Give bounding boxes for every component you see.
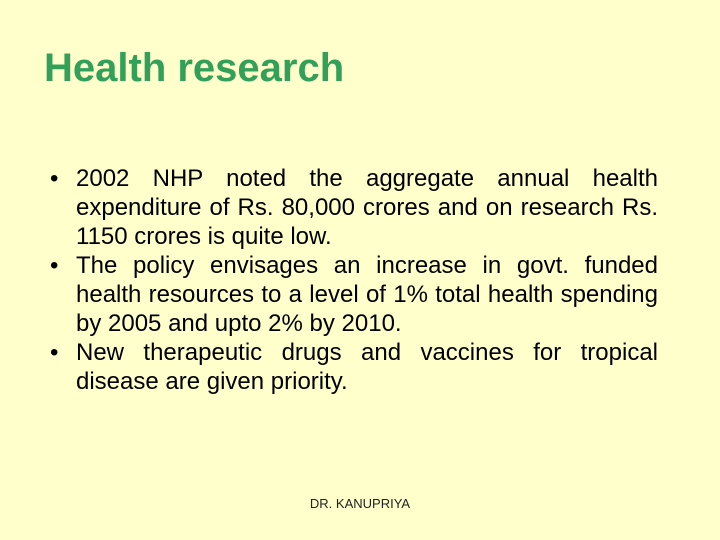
bullet-dot-icon: • — [50, 339, 59, 366]
slide-title: Health research — [44, 46, 345, 90]
bullet-text: The policy envisages an increase in govt. funded health resources to a level of 1% total health spending by 2005 and upto 2% by 2010. — [76, 252, 658, 337]
bullet-item — [48, 251, 658, 338]
bullet-dot-icon: • — [50, 165, 59, 192]
bullet-list — [48, 164, 658, 396]
bullet-dot-icon: • — [50, 252, 59, 279]
bullet-item — [48, 338, 658, 396]
bullet-text: 2002 NHP noted the aggregate annual health expenditure of Rs. 80,000 crores and on research Rs. 1150 crores is quite low. — [76, 165, 658, 250]
bullet-text: New therapeutic drugs and vaccines for tropical disease are given priority. — [76, 339, 658, 395]
slide-footer: DR. KANUPRIYA — [309, 496, 411, 511]
bullet-item — [48, 164, 658, 251]
